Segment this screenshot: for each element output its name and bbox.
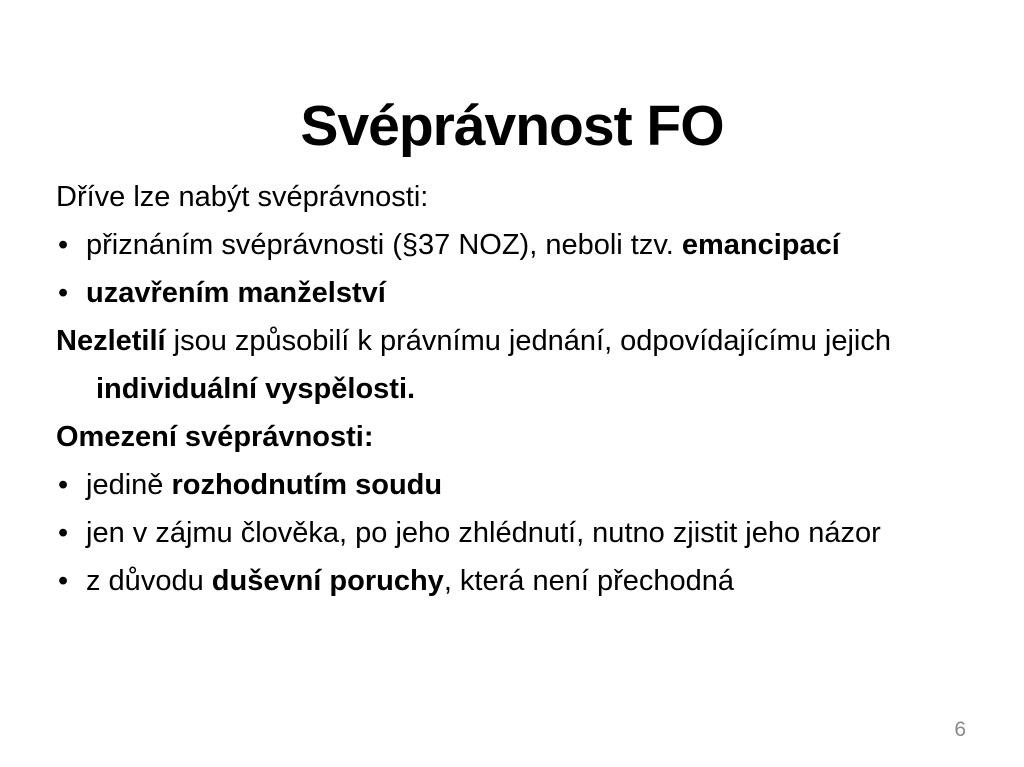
text-run-bold: duševní poruchy bbox=[211, 565, 444, 597]
text-run-bold: individuální vyspělosti. bbox=[96, 373, 416, 405]
slide-body bbox=[56, 173, 1014, 605]
bullet-icon: • bbox=[58, 469, 69, 501]
bullet-item bbox=[56, 269, 1014, 317]
bullet-icon: • bbox=[58, 517, 69, 549]
bullet-icon: • bbox=[58, 229, 69, 261]
bullet-item bbox=[56, 461, 1014, 509]
bullet-item bbox=[56, 509, 1014, 557]
text-run-bold: Omezení svéprávnosti: bbox=[56, 421, 374, 453]
text-run: přiznáním svéprávnosti (§37 NOZ), neboli tzv. bbox=[86, 229, 682, 261]
text-run: jedině bbox=[86, 469, 172, 501]
paragraph-continuation bbox=[56, 365, 1014, 413]
text-run-bold: uzavřením manželství bbox=[86, 277, 386, 309]
text-run-bold: Nezletilí bbox=[56, 325, 166, 357]
page-number: 6 bbox=[954, 718, 966, 741]
text-run-bold: emancipací bbox=[681, 229, 840, 261]
text-run: jsou způsobilí k právnímu jednání, odpovídajícímu jejich bbox=[165, 325, 891, 357]
bullet-icon: • bbox=[58, 565, 69, 597]
paragraph bbox=[56, 317, 1014, 365]
paragraph bbox=[56, 173, 1014, 221]
bullet-item bbox=[56, 557, 1014, 605]
paragraph bbox=[56, 413, 1014, 461]
bullet-icon: • bbox=[58, 277, 69, 309]
text-run: Dříve lze nabýt svéprávnosti: bbox=[56, 181, 429, 213]
text-run-bold: rozhodnutím soudu bbox=[171, 469, 443, 501]
bullet-item bbox=[56, 221, 1014, 269]
slide-title: Svéprávnost FO bbox=[300, 94, 724, 159]
text-run: jen v zájmu člověka, po jeho zhlédnutí, nutno zjistit jeho názor bbox=[86, 517, 881, 549]
text-run: , která není přechodná bbox=[443, 565, 735, 597]
text-run: z důvodu bbox=[86, 565, 212, 597]
